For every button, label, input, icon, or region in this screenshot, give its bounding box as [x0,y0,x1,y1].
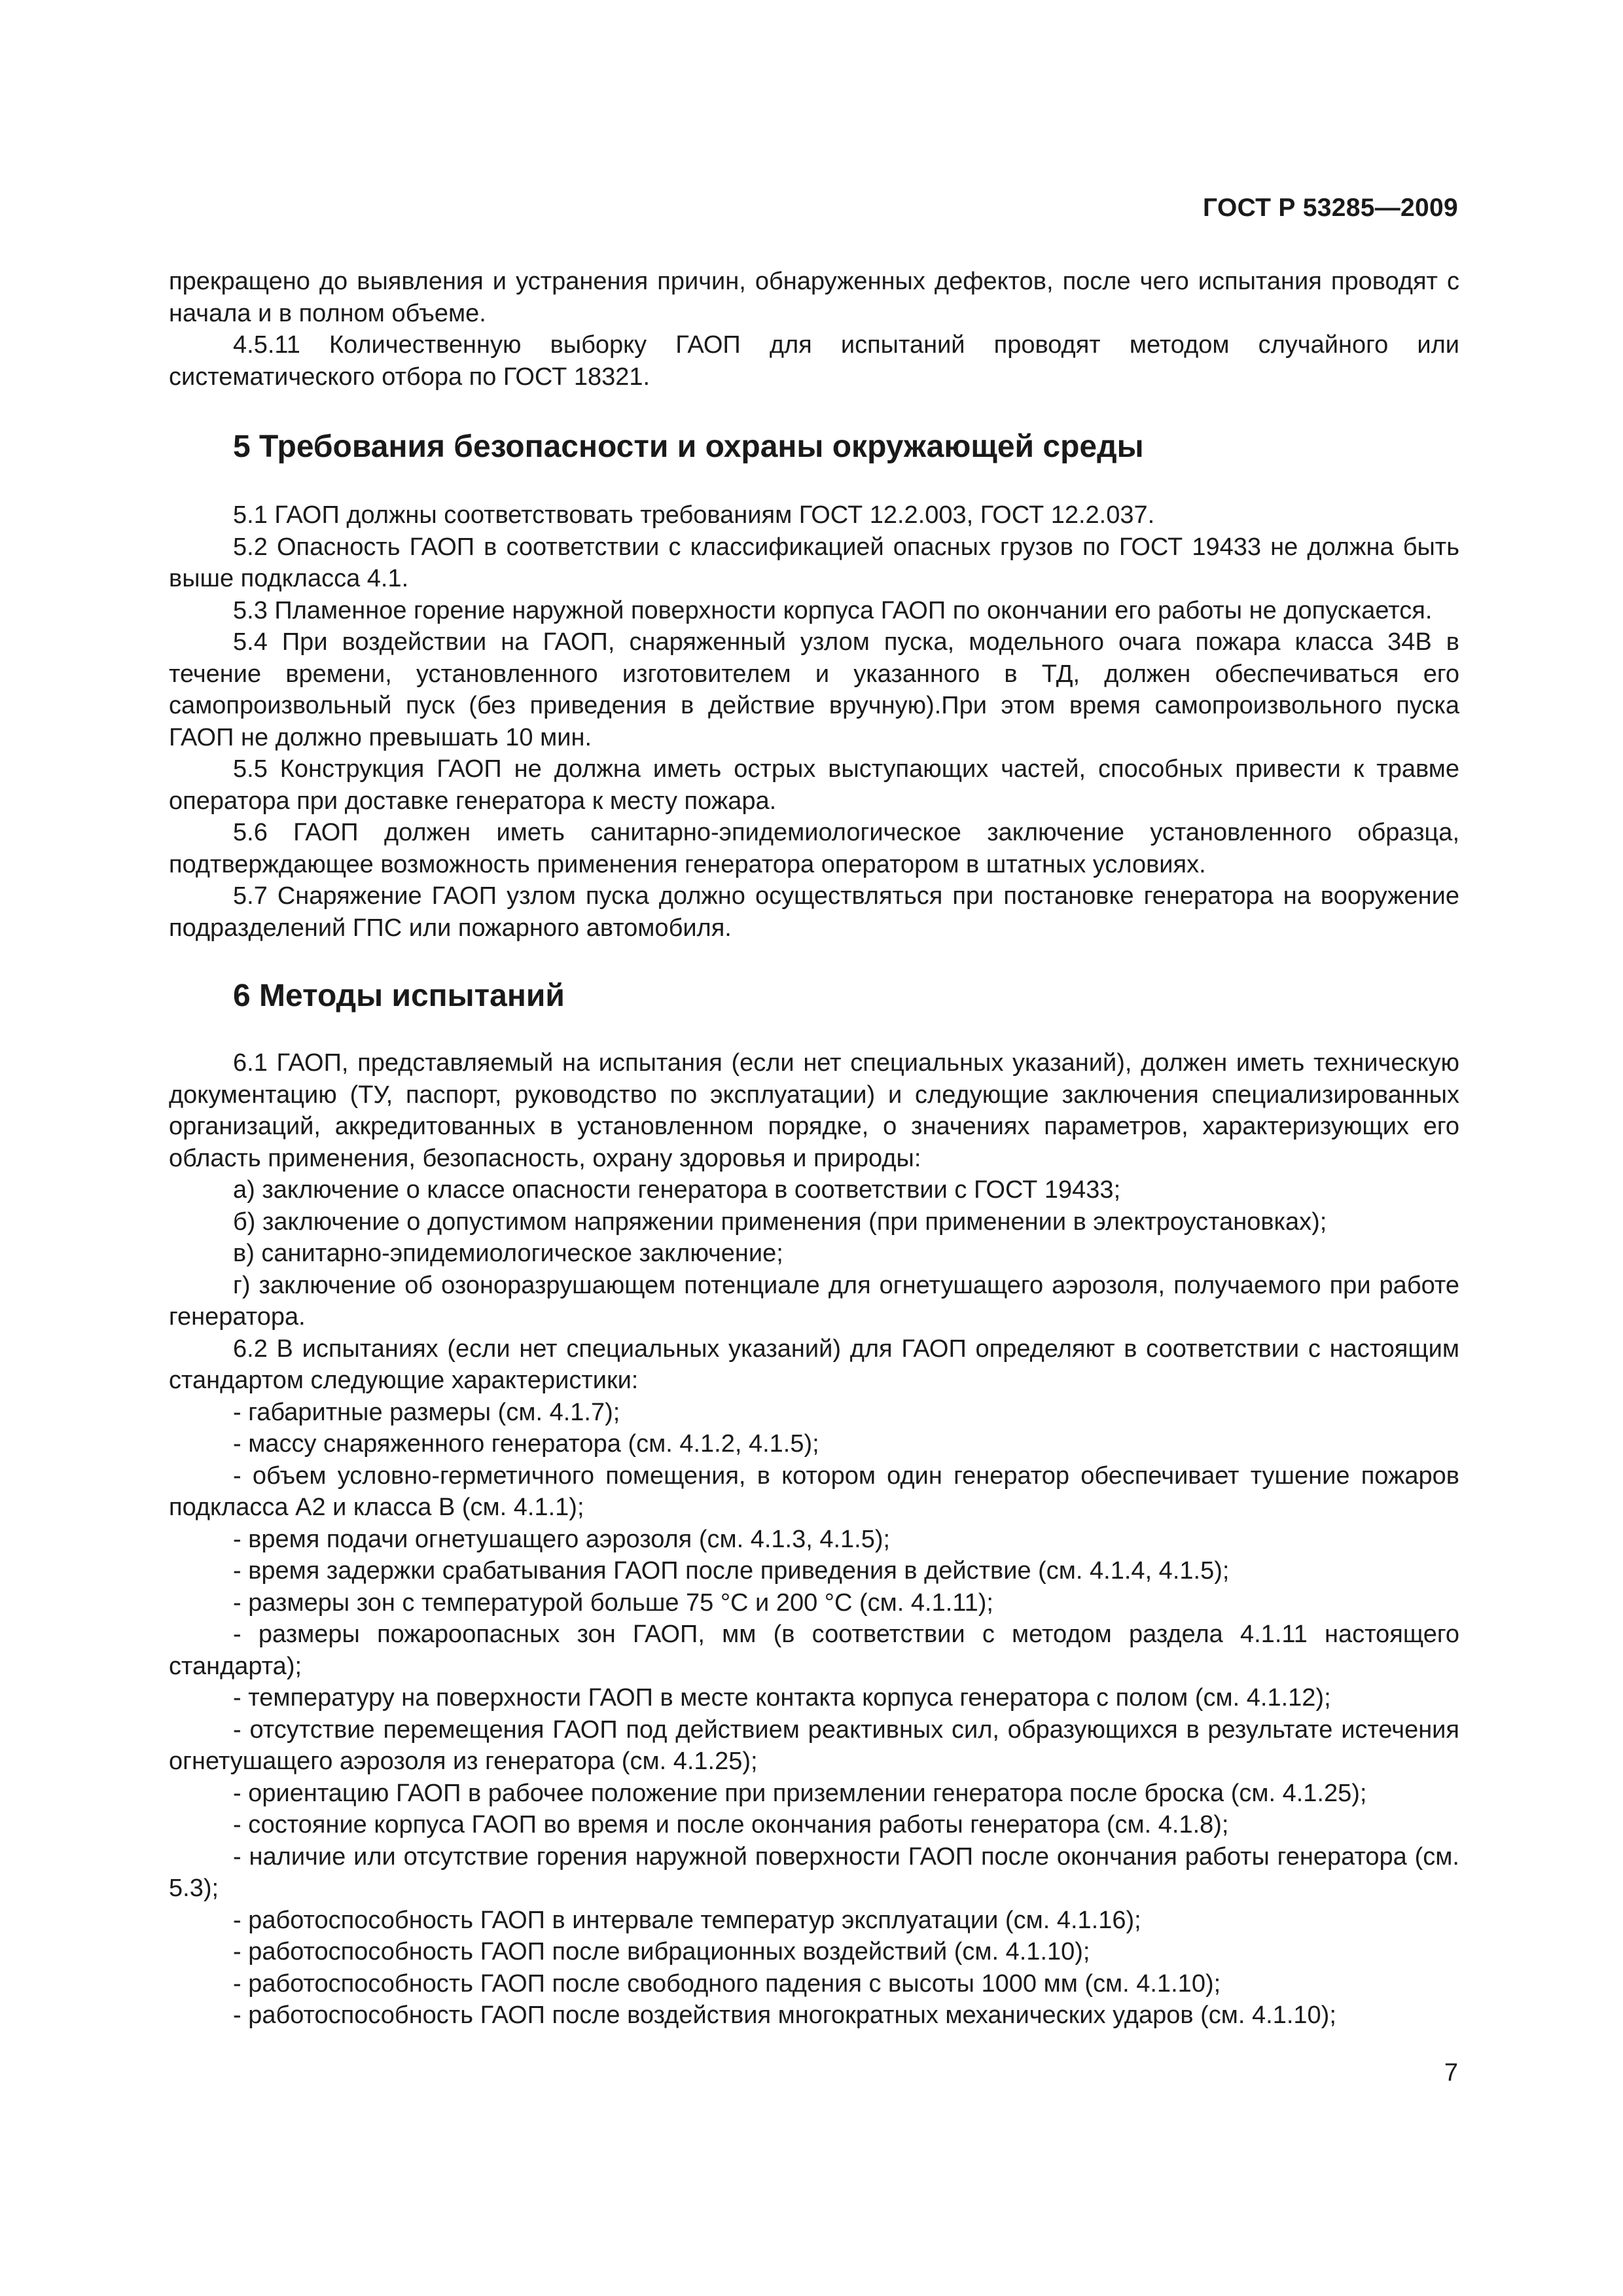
section-6-title: 6 Методы испытаний [233,978,565,1013]
list-item: в) санитарно-эпидемиологическое заключение; [233,1240,783,1267]
list-item: - массу снаряженного генератора (см. 4.1.2, 4.1.5); [233,1430,819,1458]
document-code: ГОСТ Р 53285—2009 [1203,194,1458,222]
list-item: - размеры пожароопасных зон ГАОП, мм (в соответствии с методом раздела 4.1.11 настоящего стандарта); [169,1621,1459,1680]
paragraph-5-5: 5.5 Конструкция ГАОП не должна иметь острых выступающих частей, способных привести к травме оператора при доставке генератора к месту пожара. [169,755,1459,815]
paragraph-5-2: 5.2 Опасность ГАОП в соответствии с классификацией опасных грузов по ГОСТ 19433 не должна быть выше подкласса 4.1. [169,533,1459,592]
section-5-title: 5 Требования безопасности и охраны окружающей среды [233,429,1144,464]
list-item: г) заключение об озоноразрушающем потенциале для огнетушащего аэрозоля, получаемого при работе генератора. [169,1271,1459,1331]
list-item: - ориентацию ГАОП в рабочее положение при приземлении генератора после броска (см. 4.1.25); [233,1779,1367,1807]
paragraph-6-2: 6.2 В испытаниях (если нет специальных указаний) для ГАОП определяют в соответствии с настоящим стандартом следующие характеристики: [169,1335,1459,1394]
paragraph-continuation: прекращено до выявления и устранения причин, обнаруженных дефектов, после чего испытания проводят с начала и в полном объеме. [169,268,1459,327]
list-item: а) заключение о классе опасности генератора в соответствии с ГОСТ 19433; [233,1176,1121,1204]
paragraph-4-5-11: 4.5.11 Количественную выборку ГАОП для испытаний проводят методом случайного или систематического отбора по ГОСТ 18321. [169,331,1459,391]
page-number: 7 [1444,2059,1458,2087]
paragraph-5-6: 5.6 ГАОП должен иметь санитарно-эпидемиологическое заключение установленного образца, подтверждающее возможность применения генератора оператором в штатных условиях. [169,819,1459,878]
list-item: - работоспособность ГАОП в интервале температур эксплуатации (см. 4.1.16); [233,1906,1141,1934]
list-item: - размеры зон с температурой больше 75 °С и 200 °С (см. 4.1.11); [233,1588,993,1617]
list-item: - наличие или отсутствие горения наружной поверхности ГАОП после окончания работы генератора (см. 5.3); [169,1842,1459,1902]
paragraph-6-1: 6.1 ГАОП, представляемый на испытания (если нет специальных указаний), должен иметь техническую документацию (ТУ, паспорт, руководство по эксплуатации) и следующие заключения специализированных организаций, аккредитованных в установленном порядке, о значениях параметров, характеризующих его область применения, безопасность, охрану здоровья и природы: [169,1049,1459,1172]
paragraph-5-7: 5.7 Снаряжение ГАОП узлом пуска должно осуществляться при постановке генератора на вооружение подразделений ГПС или пожарного автомобиля. [169,882,1459,942]
document-body [169,266,1459,2032]
list-item: - отсутствие перемещения ГАОП под действием реактивных сил, образующихся в результате истечения огнетушащего аэрозоля из генератора (см. 4.1.25); [169,1715,1459,1775]
list-item: - время подачи огнетушащего аэрозоля (см. 4.1.3, 4.1.5); [233,1525,891,1553]
list-item: - работоспособность ГАОП после вибрационных воздействий (см. 4.1.10); [233,1938,1090,1965]
paragraph-5-1: 5.1 ГАОП должны соответствовать требованиям ГОСТ 12.2.003, ГОСТ 12.2.037. [233,501,1155,529]
list-item: - габаритные размеры (см. 4.1.7); [233,1398,620,1426]
paragraph-5-3: 5.3 Пламенное горение наружной поверхности корпуса ГАОП по окончании его работы не допускается. [233,596,1433,624]
list-item: б) заключение о допустимом напряжении применения (при применении в электроустановках); [233,1208,1327,1236]
list-item: - температуру на поверхности ГАОП в месте контакта корпуса генератора с полом (см. 4.1.12); [233,1684,1331,1712]
list-item: - работоспособность ГАОП после свободного падения с высоты 1000 мм (см. 4.1.10); [233,1969,1221,1998]
list-item: - объем условно-герметичного помещения, в котором один генератор обеспечивает тушение пожаров подкласса А2 и класса В (см. 4.1.1); [169,1462,1459,1521]
paragraph-5-4: 5.4 При воздействии на ГАОП, снаряженный узлом пуска, модельного очага пожара класса 34В в течение времени, установленного изготовителем и указанного в ТД, должен обеспечиваться его самопроизвольный пуск (без приведения в действие вручную).При этом время самопроизвольного пуска ГАОП не должно превышать 10 мин. [169,628,1459,751]
list-item: - состояние корпуса ГАОП во время и после окончания работы генератора (см. 4.1.8); [233,1811,1229,1839]
list-item: - время задержки срабатывания ГАОП после приведения в действие (см. 4.1.4, 4.1.5); [233,1557,1230,1585]
list-item: - работоспособность ГАОП после воздействия многократных механических ударов (см. 4.1.10); [233,2001,1336,2029]
